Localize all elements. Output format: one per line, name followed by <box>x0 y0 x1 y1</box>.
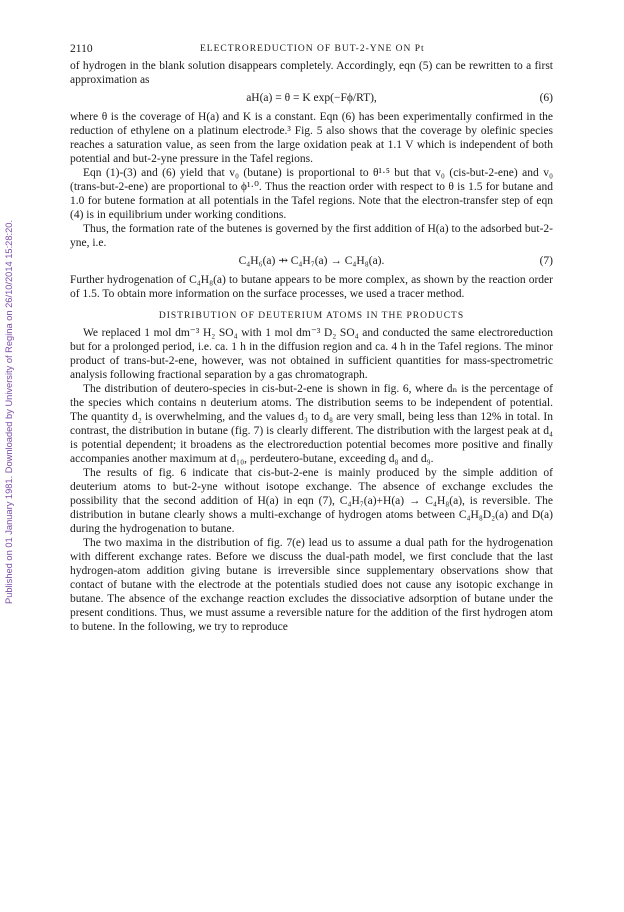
paragraph: Eqn (1)-(3) and (6) yield that v₀ (butane) is proportional to θ¹·⁵ but that v₀ (cis-but-2-ene) and v₀ (trans-but-2-ene) are proportional to ϕ¹·⁰. Thus the reaction order with respect to θ is 1.5 for butane and 1.0 for butene formation at all potentials in the Tafel regions. Note that the electron-transfer step of eqn (4) is in equilibrium under working conditions. <box>70 167 553 221</box>
equation-7 <box>70 254 553 269</box>
equation-formula: aH(a) = θ = K exp(−Fϕ/RT), <box>246 92 377 104</box>
page-header <box>70 42 553 59</box>
paragraph: Further hydrogenation of C₄H₈(a) to butane appears to be more complex, as shown by the reaction order of 1.5. To obtain more information on the surface processes, we used a tracer method. <box>70 274 553 300</box>
download-note: Published on 01 January 1981. Downloaded by University of Regina on 26/10/2014 15:28:20. <box>4 219 14 604</box>
section-heading: DISTRIBUTION OF DEUTERIUM ATOMS IN THE PRODUCTS <box>158 311 465 321</box>
paragraph: The distribution of deutero-species in cis-but-2-ene is shown in fig. 6, where dₙ is the percentage of the species which contains n deuterium atoms. The distribution seems to be independent of potential. The quantity d₂ is overwhelming, and the values d₃ to d₈ are very small, being less than 12% in total. In contrast, the distribution in butane (fig. 7) is clearly different. The distribution with the largest peak at d₄ is potential dependent; it broadens as the electroreduction potential becomes more positive and finally accompanies another maximum at d₁₀, perdeutero-butane, exceeding d₈ and d₉. <box>70 383 553 465</box>
equation-number: (7) <box>539 255 553 267</box>
paragraph: Thus, the formation rate of the butenes is governed by the first addition of H(a) to the adsorbed but-2-yne, i.e. <box>70 223 553 249</box>
paragraph: We replaced 1 mol dm⁻³ H₂ SO₄ with 1 mol dm⁻³ D₂ SO₄ and conducted the same electroreduction but for a prolonged period, i.e. ca. 1 h in the diffusion region and ca. 4 h in the Tafel regions. The minor product of trans-but-2-ene, however, was not obtained in sufficient quantities for mass-spectrometric analysis following fractional separation by a gas chromatograph. <box>70 327 553 381</box>
page-number: 2110 <box>70 43 93 55</box>
paragraph: The results of fig. 6 indicate that cis-but-2-ene is mainly produced by the simple addition of deuterium atoms to but-2-yne without isotope exchange. The absence of exchange excludes the possibility that the second addition of H(a) in eqn (7), C₄H₇(a)+H(a) → C₄H₈(a), is reversible. The distribution in butane clearly shows a multi-exchange of hydrogen atoms between C₄H₈D₂(a) and D(a) during the hydrogenation to butane. <box>70 467 553 535</box>
paragraph: of hydrogen in the blank solution disappears completely. Accordingly, eqn (5) can be rewritten to a first approximation as <box>70 60 553 86</box>
paragraph: where θ is the coverage of H(a) and K is a constant. Eqn (6) has been experimentally confirmed in the reduction of ethylene on a platinum electrode.³ Fig. 5 also shows that the coverage by olefinic species reaches a saturation value, as seen from the large oxidation peak at 1.1 V which is independent of both potential and but-2-yne pressure in the Tafel regions. <box>70 111 553 165</box>
running-head: ELECTROREDUCTION OF BUT-2-YNE ON Pt <box>200 44 425 54</box>
download-watermark <box>2 150 20 610</box>
equation-6 <box>70 91 553 106</box>
paragraph: The two maxima in the distribution of fig. 7(e) lead us to assume a dual path for the hydrogenation with different exchange rates. Before we discuss the dual-path model, we first conclude that the last hydrogen-atom addition giving butane is irreversible since supplementary observations show that contact of butane with the electrode at the potentials studied does not cause any isotopic exchange in butane. The absence of the exchange reaction excludes the dissociative adsorption of butane under the present conditions. Thus, we must assume a reversible nature for the addition of the first hydrogen atom to butene. In the following, we try to reproduce <box>70 537 553 633</box>
paper-page <box>70 42 553 634</box>
equation-number: (6) <box>539 92 553 104</box>
equation-formula: C₄H₆(a) ⇸ C₄H₇(a) → C₄H₈(a). <box>238 255 385 267</box>
